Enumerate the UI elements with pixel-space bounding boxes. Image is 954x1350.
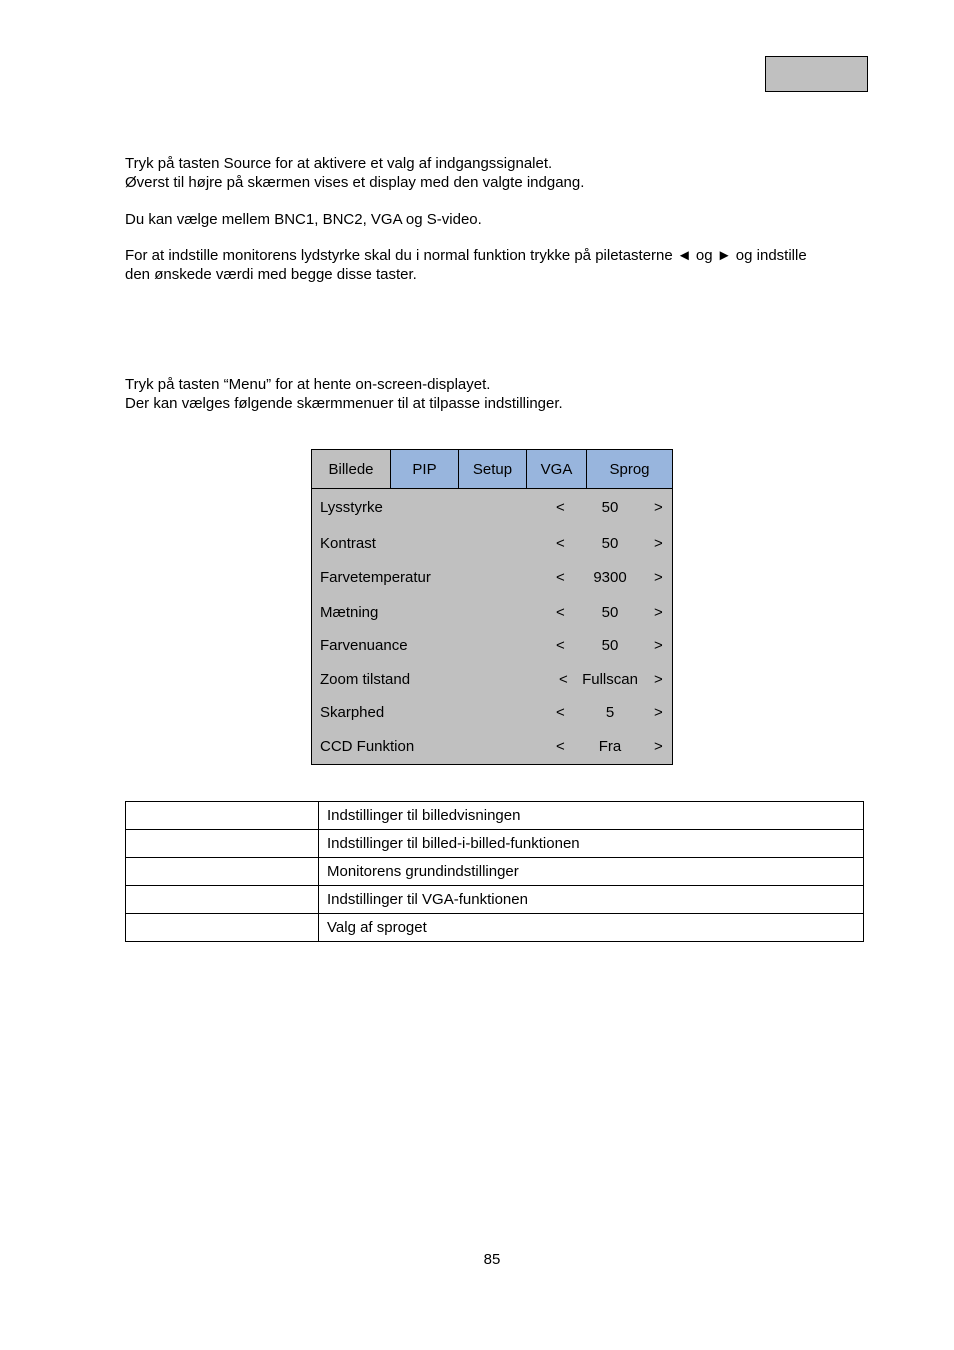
osd-row-label: Kontrast — [320, 535, 376, 552]
osd-row-maetning[interactable] — [312, 603, 672, 623]
volume-paragraph: For at indstille monitorens lydstyrke skal du i normal funktion trykke på piletasterne ◄ og ► og indstille den ønskede værdi med begge disse taster. — [125, 247, 807, 283]
table-row — [126, 830, 864, 858]
table-row — [126, 914, 864, 942]
menu-description-cell: Indstillinger til billedvisningen — [319, 802, 864, 830]
inputs-paragraph: Du kan vælge mellem BNC1, BNC2, VGA og S-video. — [125, 211, 482, 228]
source-paragraph: Tryk på tasten Source for at aktivere et valg af indgangssignalet. Øverst til højre på skærmen vises et display med den valgte indgang. — [125, 155, 585, 191]
tab-pip[interactable]: PIP — [390, 450, 458, 488]
osd-row-zoom-tilstand[interactable] — [312, 670, 672, 690]
osd-row-skarphed[interactable] — [312, 703, 672, 723]
decrease-arrow[interactable]: < — [556, 535, 565, 552]
osd-row-label: Farvetemperatur — [320, 569, 431, 586]
menu-description-cell: Indstillinger til VGA-funktionen — [319, 886, 864, 914]
osd-row-value: 50 — [601, 535, 619, 552]
osd-row-ccd-funktion[interactable] — [312, 737, 672, 757]
osd-row-value: Fullscan — [582, 671, 638, 688]
increase-arrow[interactable]: > — [654, 604, 663, 621]
menu-name-cell — [126, 858, 319, 886]
decrease-arrow[interactable]: < — [556, 569, 565, 586]
osd-row-lysstyrke[interactable] — [312, 498, 672, 518]
osd-row-value: 50 — [601, 499, 619, 516]
increase-arrow[interactable]: > — [654, 704, 663, 721]
table-row — [126, 858, 864, 886]
table-row — [126, 802, 864, 830]
tab-sprog[interactable]: Sprog — [586, 450, 672, 488]
tab-billede[interactable]: Billede — [312, 450, 390, 488]
decrease-arrow[interactable]: < — [556, 499, 565, 516]
osd-row-value: Fra — [598, 738, 622, 755]
increase-arrow[interactable]: > — [654, 671, 663, 688]
decrease-arrow[interactable]: < — [556, 637, 565, 654]
menu-description-cell: Valg af sproget — [319, 914, 864, 942]
tab-vga[interactable]: VGA — [526, 450, 586, 488]
osd-row-label: Lysstyrke — [320, 499, 383, 516]
osd-tabs — [312, 450, 672, 489]
osd-row-label: Mætning — [320, 604, 379, 621]
menu-name-cell — [126, 830, 319, 858]
osd-menu — [311, 449, 673, 765]
osd-row-label: CCD Funktion — [320, 738, 415, 755]
decrease-arrow[interactable]: < — [556, 738, 565, 755]
osd-row-farvetemperatur[interactable] — [312, 568, 672, 588]
menu-name-cell — [126, 802, 319, 830]
increase-arrow[interactable]: > — [654, 637, 663, 654]
table-row — [126, 886, 864, 914]
osd-row-kontrast[interactable] — [312, 534, 672, 554]
osd-row-farvenuance[interactable] — [312, 636, 672, 656]
osd-row-label: Skarphed — [320, 704, 385, 721]
osd-row-value: 5 — [605, 704, 615, 721]
increase-arrow[interactable]: > — [654, 738, 663, 755]
page-number: 85 — [483, 1251, 501, 1268]
osd-row-label: Farvenuance — [320, 637, 408, 654]
tab-setup[interactable]: Setup — [458, 450, 526, 488]
increase-arrow[interactable]: > — [654, 499, 663, 516]
increase-arrow[interactable]: > — [654, 535, 663, 552]
menu-name-cell — [126, 914, 319, 942]
menu-name-cell — [126, 886, 319, 914]
decrease-arrow[interactable]: < — [559, 671, 568, 688]
language-tab-box — [765, 56, 868, 92]
menu-paragraph: Tryk på tasten “Menu” for at hente on-screen-displayet. Der kan vælges følgende skærmmenuer til at tilpasse indstillinger. — [125, 376, 563, 412]
menu-description-cell: Indstillinger til billed-i-billed-funktionen — [319, 830, 864, 858]
decrease-arrow[interactable]: < — [556, 604, 565, 621]
increase-arrow[interactable]: > — [654, 569, 663, 586]
menu-description-table — [125, 801, 864, 942]
osd-row-value: 50 — [601, 604, 619, 621]
menu-description-cell: Monitorens grundindstillinger — [319, 858, 864, 886]
osd-row-value: 9300 — [593, 569, 627, 586]
osd-row-value: 50 — [601, 637, 619, 654]
decrease-arrow[interactable]: < — [556, 704, 565, 721]
osd-row-label: Zoom tilstand — [320, 671, 411, 688]
